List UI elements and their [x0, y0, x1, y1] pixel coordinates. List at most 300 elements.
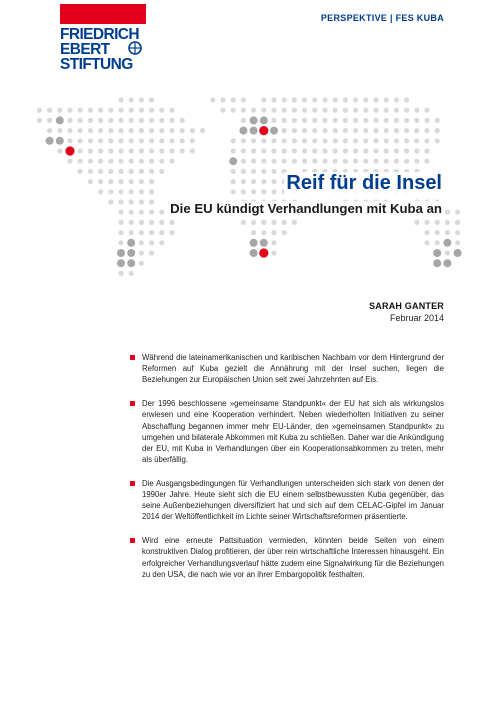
map-dot: [455, 220, 460, 225]
summary-item: [128, 535, 444, 580]
bullet-square-icon: [130, 538, 135, 543]
logo-line-2: EBERT: [60, 41, 110, 58]
map-dot: [445, 210, 450, 215]
map-dot: [261, 108, 266, 113]
map-dot: [47, 108, 52, 113]
map-dot: [271, 138, 276, 143]
map-dot: [282, 97, 287, 102]
map-dot: [250, 127, 258, 135]
map-dot: [241, 220, 246, 225]
map-dot: [78, 118, 83, 123]
map-dot: [455, 240, 460, 245]
map-dot: [343, 148, 348, 153]
map-dot: [373, 118, 378, 123]
map-dot: [139, 108, 144, 113]
map-dot: [282, 230, 287, 235]
map-dot: [149, 128, 154, 133]
map-dot: [149, 179, 154, 184]
map-dot: [139, 230, 144, 235]
map-dot: [424, 148, 429, 153]
map-dot: [169, 159, 174, 164]
map-dot: [118, 240, 123, 245]
map-dot: [302, 118, 307, 123]
map-dot: [322, 159, 327, 164]
map-dot: [373, 128, 378, 133]
map-dot: [67, 118, 72, 123]
map-dot: [271, 118, 276, 123]
map-dot: [139, 148, 144, 153]
map-dot: [251, 159, 256, 164]
map-dot: [159, 128, 164, 133]
map-dot: [445, 230, 450, 235]
map-dot: [67, 128, 72, 133]
map-dot: [394, 159, 399, 164]
map-dot: [424, 220, 429, 225]
map-dot: [231, 148, 236, 153]
map-dot: [373, 97, 378, 102]
map-dot: [250, 239, 258, 247]
map-dot: [98, 189, 103, 194]
map-dot: [108, 118, 113, 123]
map-dot: [88, 118, 93, 123]
map-dot: [424, 108, 429, 113]
map-dot: [139, 118, 144, 123]
map-dot: [129, 97, 134, 102]
map-dot: [373, 159, 378, 164]
map-dot: [88, 179, 93, 184]
map-dot: [78, 108, 83, 113]
map-dot: [261, 179, 266, 184]
map-dot: [322, 148, 327, 153]
logo-line-1: FRIEDRICH: [60, 26, 139, 43]
page-subtitle: Die EU kündigt Verhandlungen mit Kuba an: [170, 201, 442, 216]
map-dot: [98, 159, 103, 164]
map-dot: [57, 108, 62, 113]
map-dot: [353, 138, 358, 143]
map-dot: [190, 128, 195, 133]
world-dot-map: [0, 0, 504, 320]
map-dot: [220, 108, 225, 113]
map-dot: [98, 108, 103, 113]
map-dot: [433, 249, 441, 257]
map-dot: [435, 138, 440, 143]
map-dot: [169, 138, 174, 143]
map-dot: [88, 108, 93, 113]
map-dot: [435, 118, 440, 123]
map-dot: [250, 249, 258, 257]
map-dot: [333, 148, 338, 153]
map-dot: [333, 138, 338, 143]
map-dot: [46, 137, 54, 145]
map-dot: [149, 199, 154, 204]
map-dot: [312, 118, 317, 123]
bullet-square-icon: [130, 401, 135, 406]
map-dot: [424, 159, 429, 164]
map-dot: [373, 148, 378, 153]
map-dot: [129, 148, 134, 153]
map-dot: [78, 169, 83, 174]
map-dot: [261, 159, 266, 164]
map-dot: [108, 169, 113, 174]
map-dot: [282, 220, 287, 225]
map-dot: [241, 138, 246, 143]
map-dot: [220, 97, 225, 102]
map-dot: [98, 138, 103, 143]
map-dot: [394, 118, 399, 123]
map-dot: [454, 249, 462, 257]
map-dot: [88, 159, 93, 164]
map-dot: [302, 138, 307, 143]
map-dot: [384, 138, 389, 143]
map-dot: [241, 97, 246, 102]
map-dot: [231, 179, 236, 184]
bullet-square-icon: [130, 481, 135, 486]
map-dot: [241, 108, 246, 113]
map-dot: [363, 138, 368, 143]
map-dot: [88, 128, 93, 133]
map-dot: [251, 230, 256, 235]
map-dot: [251, 138, 256, 143]
map-dot: [251, 148, 256, 153]
map-dot: [118, 169, 123, 174]
map-dot: [292, 108, 297, 113]
map-dot: [139, 240, 144, 245]
map-dot: [37, 108, 42, 113]
map-dot: [56, 137, 64, 145]
map-dot: [292, 159, 297, 164]
map-dot: [302, 108, 307, 113]
map-dot: [333, 128, 338, 133]
map-dot: [394, 97, 399, 102]
map-dot: [394, 128, 399, 133]
map-dot: [129, 189, 134, 194]
map-dot: [149, 118, 154, 123]
map-dot: [414, 159, 419, 164]
map-dot: [282, 138, 287, 143]
map-dot: [65, 146, 74, 155]
map-dot: [251, 169, 256, 174]
map-dot: [270, 127, 278, 135]
map-dot: [363, 159, 368, 164]
summary-list: [128, 352, 444, 592]
map-dot: [169, 118, 174, 123]
map-dot: [343, 128, 348, 133]
map-dot: [353, 148, 358, 153]
map-dot: [108, 138, 113, 143]
map-dot: [353, 128, 358, 133]
publication-date: Februar 2014: [389, 313, 444, 323]
summary-item: [128, 352, 444, 386]
map-dot: [302, 148, 307, 153]
map-dot: [117, 259, 125, 267]
map-dot: [118, 199, 123, 204]
map-dot: [129, 169, 134, 174]
map-dot: [414, 108, 419, 113]
map-dot: [78, 159, 83, 164]
map-dot: [261, 230, 266, 235]
map-dot: [139, 128, 144, 133]
map-dot: [445, 250, 450, 255]
map-dot: [108, 189, 113, 194]
map-dot: [322, 97, 327, 102]
map-dot: [424, 138, 429, 143]
map-dot: [404, 159, 409, 164]
map-dot: [443, 239, 451, 247]
map-dot: [159, 230, 164, 235]
map-dot: [424, 128, 429, 133]
map-dot: [384, 128, 389, 133]
map-dot: [108, 128, 113, 133]
map-dot: [302, 159, 307, 164]
map-dot: [239, 127, 247, 135]
map-dot: [271, 230, 276, 235]
map-dot: [292, 128, 297, 133]
map-dot: [139, 261, 144, 266]
map-dot: [169, 108, 174, 113]
map-dot: [373, 108, 378, 113]
map-dot: [159, 138, 164, 143]
map-dot: [394, 108, 399, 113]
map-dot: [363, 108, 368, 113]
map-dot: [384, 148, 389, 153]
map-dot: [129, 220, 134, 225]
map-dot: [129, 230, 134, 235]
map-dot: [57, 148, 62, 153]
map-dot: [259, 126, 268, 135]
map-dot: [343, 97, 348, 102]
map-dot: [312, 159, 317, 164]
summary-text: Die Ausgangsbedingungen für Verhandlungen unterscheiden sich stark von denen der 1990er Jahre. Heute sieht sich die EU einem selbstbewussten Kuba gegenüber, das seine Außenbeziehungen diversifiziert hat und sich auf dem CELAC-Gipfel im Januar 2014 der Weltöffentlichkeit im Lichte seiner Wirtschaftsreformen präsentierte.: [142, 478, 444, 522]
map-dot: [159, 210, 164, 215]
map-dot: [139, 179, 144, 184]
map-dot: [180, 118, 185, 123]
map-dot: [404, 97, 409, 102]
map-dot: [118, 189, 123, 194]
map-dot: [57, 128, 62, 133]
map-dot: [159, 159, 164, 164]
map-dot: [414, 148, 419, 153]
map-dot: [149, 230, 154, 235]
map-dot: [78, 128, 83, 133]
map-dot: [353, 108, 358, 113]
map-dot: [292, 148, 297, 153]
map-dot: [414, 138, 419, 143]
map-dot: [67, 138, 72, 143]
map-dot: [435, 220, 440, 225]
map-dot: [159, 108, 164, 113]
map-dot: [231, 189, 236, 194]
map-dot: [322, 118, 327, 123]
map-dot: [108, 148, 113, 153]
map-dot: [373, 138, 378, 143]
map-dot: [159, 240, 164, 245]
map-dot: [149, 108, 154, 113]
map-dot: [200, 128, 205, 133]
map-dot: [250, 116, 258, 124]
map-dot: [353, 159, 358, 164]
map-dot: [47, 128, 52, 133]
map-dot: [210, 97, 215, 102]
map-dot: [67, 159, 72, 164]
map-dot: [241, 179, 246, 184]
map-dot: [455, 210, 460, 215]
map-dot: [384, 118, 389, 123]
map-dot: [424, 230, 429, 235]
bullet-square-icon: [130, 355, 135, 360]
map-dot: [231, 97, 236, 102]
map-dot: [435, 240, 440, 245]
map-dot: [271, 97, 276, 102]
map-dot: [98, 128, 103, 133]
map-dot: [159, 220, 164, 225]
map-dot: [424, 118, 429, 123]
map-dot: [169, 128, 174, 133]
map-dot: [292, 220, 297, 225]
map-dot: [414, 118, 419, 123]
map-dot: [118, 210, 123, 215]
map-dot: [312, 97, 317, 102]
map-dot: [139, 199, 144, 204]
map-dot: [414, 128, 419, 133]
map-dot: [47, 118, 52, 123]
map-dot: [261, 148, 266, 153]
map-dot: [271, 148, 276, 153]
map-dot: [312, 148, 317, 153]
map-dot: [261, 169, 266, 174]
map-dot: [312, 128, 317, 133]
map-dot: [169, 220, 174, 225]
map-dot: [139, 220, 144, 225]
map-dot: [129, 108, 134, 113]
map-dot: [363, 97, 368, 102]
map-dot: [159, 169, 164, 174]
map-dot: [433, 259, 441, 267]
map-dot: [229, 157, 237, 165]
map-dot: [261, 97, 266, 102]
map-dot: [343, 108, 348, 113]
map-dot: [363, 118, 368, 123]
map-dot: [67, 108, 72, 113]
map-dot: [322, 138, 327, 143]
map-dot: [190, 138, 195, 143]
map-dot: [259, 248, 268, 257]
map-dot: [271, 108, 276, 113]
map-dot: [118, 220, 123, 225]
map-dot: [353, 97, 358, 102]
map-dot: [129, 128, 134, 133]
map-dot: [169, 230, 174, 235]
map-dot: [118, 128, 123, 133]
map-dot: [118, 271, 123, 276]
map-dot: [139, 169, 144, 174]
series-label: PERSPEKTIVE | FES KUBA: [320, 13, 444, 23]
map-dot: [78, 138, 83, 143]
map-dot: [394, 148, 399, 153]
map-dot: [261, 189, 266, 194]
map-dot: [261, 220, 266, 225]
map-dot: [118, 148, 123, 153]
summary-text: Der 1996 beschlossene »gemeinsame Standpunkt« der EU hat sich als wirkungslos erwiesen und eine Kooperation verhindert. Neben wiederholten Initiativen zu seiner Abschaffung begannen immer mehr EU-Länder, den »gemeinsamen Standpunkt« zu umgehen und bilaterale Abkommen mit Kuba zu schließen. Daher war die Ankündigung der EU, mit Kuba in Verhandlungen über ein Kooperationsabkommen zu treten, mehr als überfällig.: [142, 399, 444, 465]
map-dot: [271, 220, 276, 225]
map-dot: [260, 116, 268, 124]
map-dot: [282, 148, 287, 153]
map-dot: [271, 189, 276, 194]
map-dot: [180, 138, 185, 143]
map-dot: [108, 159, 113, 164]
map-dot: [404, 108, 409, 113]
map-dot: [312, 108, 317, 113]
map-dot: [118, 230, 123, 235]
map-dot: [98, 148, 103, 153]
map-dot: [118, 159, 123, 164]
map-dot: [108, 199, 113, 204]
map-dot: [88, 138, 93, 143]
map-dot: [363, 148, 368, 153]
map-dot: [127, 259, 135, 267]
map-dot: [129, 179, 134, 184]
map-dot: [333, 118, 338, 123]
map-dot: [127, 249, 135, 257]
map-dot: [149, 240, 154, 245]
map-dot: [241, 169, 246, 174]
map-dot: [251, 179, 256, 184]
map-dot: [129, 199, 134, 204]
map-dot: [149, 169, 154, 174]
map-dot: [455, 230, 460, 235]
map-dot: [404, 128, 409, 133]
map-dot: [37, 118, 42, 123]
map-dot: [129, 138, 134, 143]
map-dot: [322, 128, 327, 133]
map-dot: [435, 230, 440, 235]
map-dot: [231, 138, 236, 143]
map-dot: [139, 138, 144, 143]
map-dot: [333, 108, 338, 113]
map-dot: [443, 259, 451, 267]
map-dot: [149, 220, 154, 225]
map-dot: [384, 108, 389, 113]
map-dot: [118, 179, 123, 184]
map-dot: [231, 169, 236, 174]
map-dot: [435, 128, 440, 133]
map-dot: [282, 128, 287, 133]
map-dot: [139, 210, 144, 215]
map-dot: [343, 159, 348, 164]
map-dot: [414, 220, 419, 225]
map-dot: [139, 189, 144, 194]
map-dot: [384, 97, 389, 102]
map-dot: [292, 97, 297, 102]
map-dot: [251, 108, 256, 113]
map-dot: [190, 148, 195, 153]
map-dot: [404, 138, 409, 143]
map-dot: [282, 118, 287, 123]
summary-text: Wird eine erneute Pattsituation vermieden, könnten beide Seiten von einem konstruktiven Dialog profitieren, der über rein wirtschaftliche Interessen hinausgeht. Ein erfolgreicher Verhandlungsverlauf hätte zudem eine Signalwirkung für die Beziehungen zu den USA, die nach wie vor an ihrer Embargopolitik festhalten.: [142, 536, 444, 579]
map-dot: [384, 159, 389, 164]
map-dot: [404, 148, 409, 153]
map-dot: [149, 159, 154, 164]
map-dot: [292, 118, 297, 123]
map-dot: [231, 108, 236, 113]
map-dot: [261, 138, 266, 143]
map-dot: [149, 250, 154, 255]
map-dot: [149, 148, 154, 153]
map-dot: [333, 97, 338, 102]
map-dot: [271, 169, 276, 174]
map-dot: [312, 138, 317, 143]
map-dot: [139, 250, 144, 255]
map-dot: [241, 159, 246, 164]
